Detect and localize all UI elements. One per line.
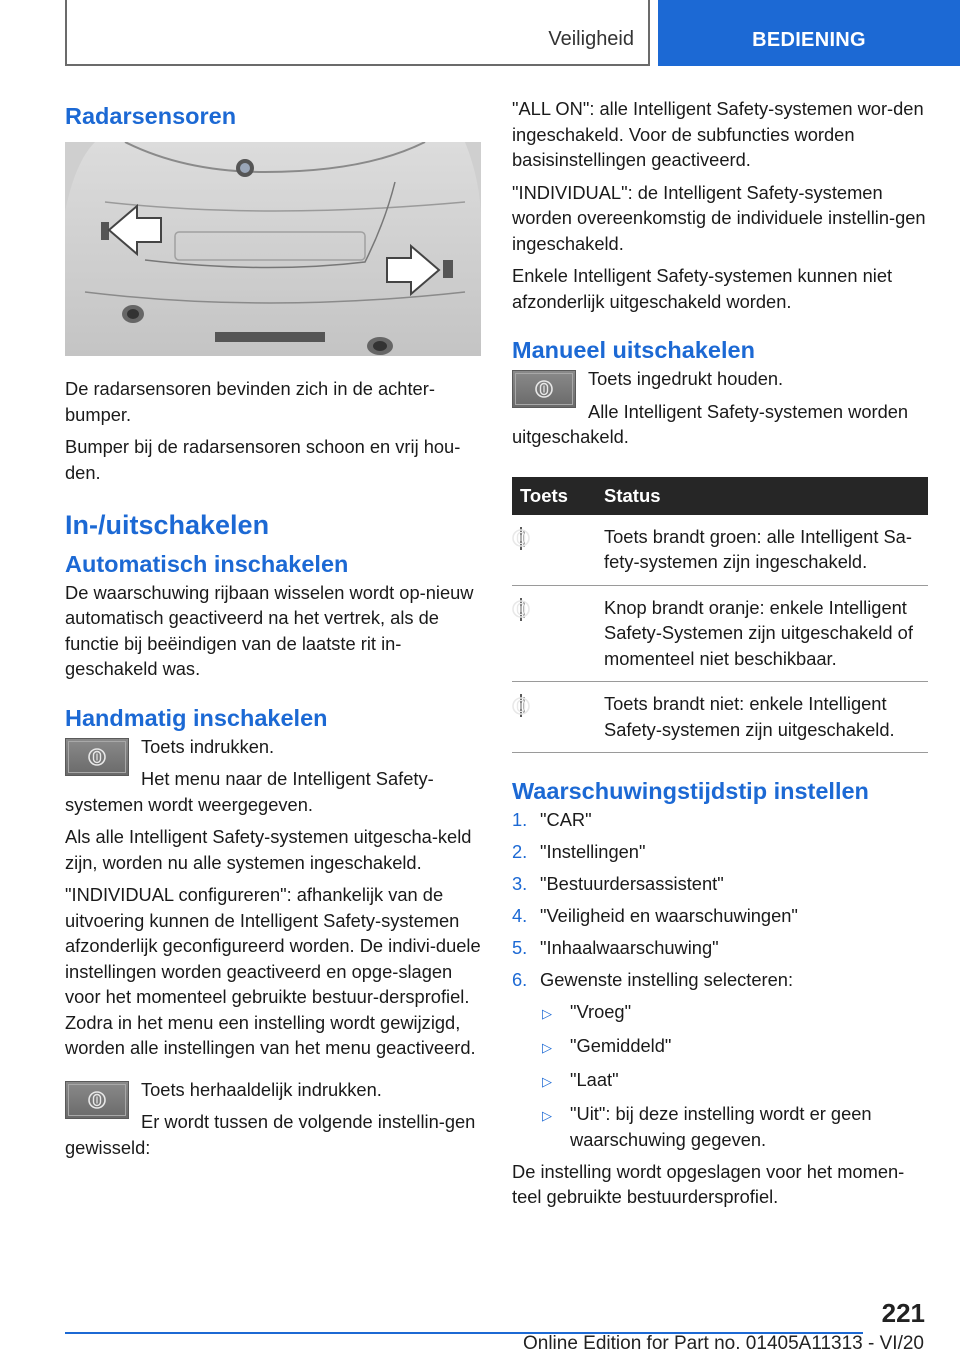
heading-warning-timing: Waarschuwingstijdstip instellen: [512, 778, 869, 805]
header-chapter-label: BEDIENING: [752, 29, 866, 51]
paragraph-setting-saved: De instelling wordt opgeslagen voor het momen-teel gebruikte bestuurdersprofiel.: [512, 1160, 905, 1208]
list-item: 4. "Veiligheid en waarschuwingen": [512, 905, 798, 927]
intelligent-safety-button-icon: [520, 598, 522, 621]
col-header-key: Toets: [512, 477, 596, 515]
list-item: ▷ "Laat": [540, 1067, 928, 1095]
list-item: 2. "Instellingen": [512, 841, 646, 863]
col-header-status: Status: [596, 477, 928, 515]
header-chapter-tab: [658, 0, 960, 66]
table-row: [512, 515, 928, 586]
triangle-bullet-icon: ▷: [542, 1040, 552, 1056]
paragraph-hold-key: Toets ingedrukt houden.: [588, 368, 784, 390]
status-table: [512, 477, 928, 754]
intelligent-safety-button-icon: [65, 738, 129, 776]
triangle-bullet-icon: ▷: [542, 1108, 552, 1124]
table-row: [512, 682, 928, 753]
intelligent-safety-button-icon: [512, 370, 576, 408]
rear-bumper-radar-photo: [65, 142, 481, 356]
list-item: 1. "CAR": [512, 809, 592, 831]
status-orange: Knop brandt oranje: enkele Intelligent Safety-Systemen zijn uitgeschakeld of momenteel niet beschikbaar.: [596, 585, 928, 682]
list-item: 3. "Bestuurdersassistent": [512, 873, 724, 895]
right-column: [512, 96, 928, 1217]
list-item: ▷ "Vroeg": [540, 999, 928, 1027]
header-section-title: Veiligheid: [548, 28, 634, 50]
heading-manual-on: Handmatig inschakelen: [65, 704, 328, 731]
list-item: ▷ "Gemiddeld": [540, 1033, 928, 1061]
paragraph-switch-between: Er wordt tussen de volgende instellin-gen gewisseld:: [65, 1111, 476, 1158]
paragraph-all-off: Als alle Intelligent Safety-systemen uitgescha-keld zijn, worden nu alle systemen ingeschakeld.: [65, 826, 472, 873]
triangle-bullet-icon: ▷: [542, 1006, 552, 1022]
intelligent-safety-button-icon: [520, 527, 522, 550]
heading-auto-on: Automatisch inschakelen: [65, 550, 349, 577]
paragraph-some-systems: Enkele Intelligent Safety-systemen kunnen niet afzonderlijk uitgeschakeld worden.: [512, 265, 893, 312]
paragraph-individual-config: "INDIVIDUAL configureren": afhankelijk van de uitvoering kunnen de Intelligent Safety-systemen afzonderlijk geconfigureerd worden. De indivi-duele instellingen worden geactiveerd en opge-slagen voor het momenteel gebruikte bestuur-dersprofiel. Zodra in het menu een instelling wordt gewijzigd, worden alle instellingen van het menu geactiveerd.: [65, 884, 481, 1059]
list-item: 6. Gewenste instelling selecteren:: [512, 969, 794, 991]
status-off: Toets brandt niet: enkele Intelligent Safety-systemen zijn uitgeschakeld.: [596, 682, 928, 753]
hold-instruction: [512, 366, 928, 457]
status-green: Toets brandt groen: alle Intelligent Sa-fety-systemen zijn ingeschakeld.: [596, 515, 928, 586]
paragraph-radar-clean: Bumper bij de radarsensoren schoon en vrij hou-den.: [65, 436, 461, 483]
intelligent-safety-button-icon: [520, 694, 522, 717]
footer-edition: Online Edition for Part no. 01405A11313 - VI/20: [522, 1333, 924, 1354]
table-row: [512, 585, 928, 682]
page-number: 221: [881, 1298, 925, 1328]
list-item: 5. "Inhaalwaarschuwing": [512, 937, 719, 959]
heading-on-off: In-/uitschakelen: [65, 510, 270, 541]
intelligent-safety-button-icon: [65, 1081, 129, 1119]
paragraph-menu-shown: Het menu naar de Intelligent Safety-systemen wordt weergegeven.: [65, 768, 434, 815]
paragraph-all-disabled: Alle Intelligent Safety-systemen worden uitgeschakeld.: [512, 400, 909, 448]
paragraph-repeat-press: Toets herhaaldelijk indrukken.: [141, 1078, 382, 1100]
steps-list: [512, 807, 928, 993]
triangle-bullet-icon: ▷: [542, 1074, 552, 1090]
options-list: [540, 999, 928, 1152]
heading-radar-sensors: Radarsensoren: [65, 103, 237, 129]
heading-manual-off: Manueel uitschakelen: [512, 337, 755, 363]
paragraph-press-key: Toets indrukken.: [141, 735, 275, 757]
repeat-press-instruction: [65, 1077, 481, 1168]
header-section-box: [65, 0, 650, 66]
status-table-header: [512, 477, 928, 515]
paragraph-individual-mode: "INDIVIDUAL": de Intelligent Safety-systemen worden overeenkomstig de individuele instellin-gen ingeschakeld.: [512, 181, 926, 254]
paragraph-all-on: "ALL ON": alle Intelligent Safety-systemen wor-den ingeschakeld. Voor de subfuncties worden basisinstellingen geactiveerd.: [512, 98, 924, 170]
list-item: ▷ "Uit": bij deze instelling wordt er geen waarschuwing gegeven.: [540, 1101, 928, 1152]
press-instruction: [65, 734, 481, 825]
page-header: [0, 0, 960, 66]
paragraph-auto-on: De waarschuwing rijbaan wisselen wordt op-nieuw automatisch geactiveerd na het vertrek, als de functie bij beëindigen van de laatste rit in-geschakeld was.: [65, 581, 474, 680]
paragraph-radar-location: De radarsensoren bevinden zich in de achter-bumper.: [65, 378, 435, 425]
left-column: [65, 96, 481, 1167]
